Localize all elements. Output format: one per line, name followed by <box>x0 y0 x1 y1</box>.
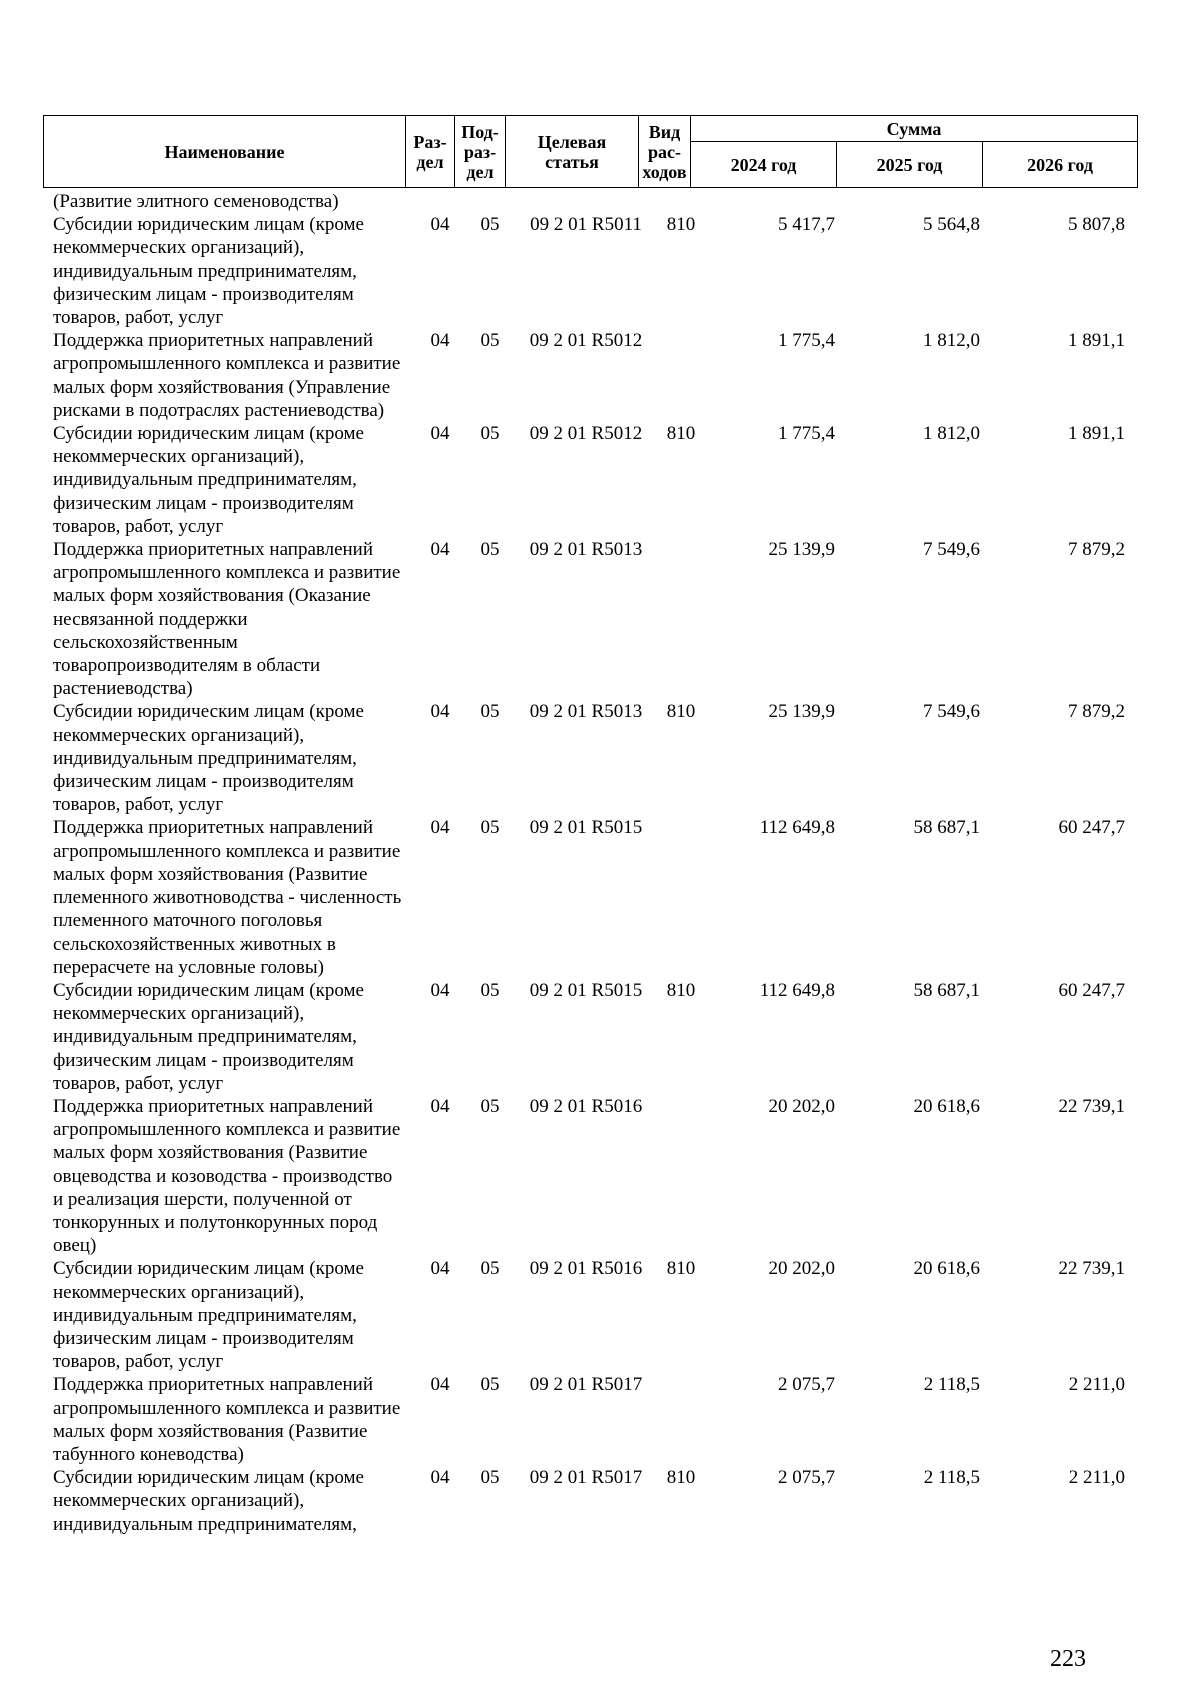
amount-2025-cell: 20 618,6 <box>913 1258 980 1280</box>
header-podrazdel: Под- раз- дел <box>455 116 506 188</box>
razdel-cell: 04 <box>430 330 450 352</box>
podrazdel-cell: 05 <box>480 214 500 236</box>
header-vid: Вид рас- ходов <box>639 116 691 188</box>
expense-type-cell: 810 <box>666 701 696 723</box>
razdel-cell: 04 <box>430 1374 450 1396</box>
name-cell: Субсидии юридическим лицам (кроме некоммерческих организаций), индивидуальным предпринимателям, физическим лицам - производителям товаров, работ, услуг <box>53 214 364 329</box>
amount-2024-cell: 1 775,4 <box>778 330 835 352</box>
amount-2025-cell: 7 549,6 <box>923 701 980 723</box>
podrazdel-cell: 05 <box>480 1467 500 1489</box>
amount-2026-cell: 60 247,7 <box>1058 979 1125 1001</box>
razdel-cell: 04 <box>430 817 450 839</box>
name-cell: Поддержка приоритетных направлений агропромышленного комплекса и развитие малых форм хозяйствования (Развитие табунного коневодства) <box>53 1374 401 1465</box>
name-cell: Субсидии юридическим лицам (кроме некоммерческих организаций), индивидуальным предпринимателям, физическим лицам - производителям товаров, работ, услуг <box>53 701 364 816</box>
podrazdel-cell: 05 <box>480 330 500 352</box>
amount-2024-cell: 2 075,7 <box>778 1374 835 1396</box>
amount-2024-cell: 20 202,0 <box>768 1258 835 1280</box>
razdel-cell: 04 <box>430 1095 450 1117</box>
target-article-cell: 09 2 01 R5017 <box>529 1374 643 1396</box>
header-razdel: Раз- дел <box>406 116 455 188</box>
amount-2025-cell: 7 549,6 <box>923 539 980 561</box>
amount-2026-cell: 7 879,2 <box>1068 701 1125 723</box>
razdel-cell: 04 <box>430 539 450 561</box>
amount-2025-cell: 1 812,0 <box>923 423 980 445</box>
amount-2025-cell: 1 812,0 <box>923 330 980 352</box>
table-row <box>43 1257 1137 1373</box>
amount-2025-cell: 5 564,8 <box>923 214 980 236</box>
podrazdel-cell: 05 <box>480 539 500 561</box>
name-cell: Субсидии юридическим лицам (кроме некоммерческих организаций), индивидуальным предпринимателям, <box>53 1467 364 1535</box>
amount-2026-cell: 5 807,8 <box>1068 214 1125 236</box>
amount-2025-cell: 58 687,1 <box>913 979 980 1001</box>
expense-type-cell: 810 <box>666 979 696 1001</box>
table-row <box>43 538 1137 700</box>
table-row <box>43 979 1137 1095</box>
target-article-cell: 09 2 01 R5012 <box>529 330 643 352</box>
razdel-cell: 04 <box>430 214 450 236</box>
amount-2026-cell: 7 879,2 <box>1068 539 1125 561</box>
name-cell: Поддержка приоритетных направлений агропромышленного комплекса и развитие малых форм хозяйствования (Развитие племенного животноводства - численность племенного маточного поголовья сельскохозяйственных животных в перерасчете на условные головы) <box>53 817 402 978</box>
amount-2026-cell: 60 247,7 <box>1058 817 1125 839</box>
amount-2024-cell: 112 649,8 <box>759 817 835 839</box>
header-year-2026: 2026 год <box>983 142 1138 188</box>
table-row <box>43 422 1137 538</box>
razdel-cell: 04 <box>430 1467 450 1489</box>
name-cell: Субсидии юридическим лицам (кроме некоммерческих организаций), индивидуальным предпринимателям, физическим лицам - производителям товаров, работ, услуг <box>53 1258 364 1373</box>
amount-2026-cell: 1 891,1 <box>1068 330 1125 352</box>
page-number: 223 <box>1050 1646 1086 1672</box>
table-row <box>43 213 1137 329</box>
amount-2026-cell: 22 739,1 <box>1058 1258 1125 1280</box>
name-cell: Поддержка приоритетных направлений агропромышленного комплекса и развитие малых форм хозяйствования (Оказание несвязанной поддержки сельскохозяйственным товаропроизводителям в области растениеводства) <box>53 539 401 700</box>
amount-2026-cell: 22 739,1 <box>1058 1095 1125 1117</box>
amount-2024-cell: 25 139,9 <box>768 539 835 561</box>
header-name: Наименование <box>44 116 406 188</box>
header-summa: Сумма <box>691 116 1138 142</box>
amount-2026-cell: 2 211,0 <box>1068 1467 1125 1489</box>
amount-2025-cell: 2 118,5 <box>923 1374 980 1396</box>
expense-type-cell: 810 <box>666 423 696 445</box>
header-year-2024: 2024 год <box>691 142 837 188</box>
razdel-cell: 04 <box>430 1258 450 1280</box>
target-article-cell: 09 2 01 R5012 <box>529 423 643 445</box>
target-article-cell: 09 2 01 R5017 <box>529 1467 643 1489</box>
podrazdel-cell: 05 <box>480 701 500 723</box>
table-row <box>43 329 1137 422</box>
table-row <box>43 190 1137 213</box>
table-row <box>43 1466 1137 1536</box>
name-cell: Поддержка приоритетных направлений агропромышленного комплекса и развитие малых форм хозяйствования (Развитие овцеводства и козоводства - производство и реализация шерсти, полученной от тонкорунных и полутонкорунных пород овец) <box>53 1095 401 1257</box>
podrazdel-cell: 05 <box>480 423 500 445</box>
amount-2024-cell: 112 649,8 <box>759 979 835 1001</box>
amount-2024-cell: 5 417,7 <box>778 214 835 236</box>
razdel-cell: 04 <box>430 979 450 1001</box>
amount-2025-cell: 58 687,1 <box>913 817 980 839</box>
name-cell: Субсидии юридическим лицам (кроме некоммерческих организаций), индивидуальным предпринимателям, физическим лицам - производителям товаров, работ, услуг <box>53 979 364 1094</box>
table-row <box>43 1095 1137 1257</box>
name-cell: (Развитие элитного семеноводства) <box>53 191 339 212</box>
target-article-cell: 09 2 01 R5013 <box>529 539 643 561</box>
name-cell: Поддержка приоритетных направлений агропромышленного комплекса и развитие малых форм хозяйствования (Управление рисками в подотраслях растениеводства) <box>53 330 401 421</box>
table-body <box>43 190 1137 1536</box>
razdel-cell: 04 <box>430 423 450 445</box>
table-row <box>43 700 1137 816</box>
razdel-cell: 04 <box>430 701 450 723</box>
table-header <box>43 115 1138 188</box>
target-article-cell: 09 2 01 R5015 <box>529 979 643 1001</box>
amount-2025-cell: 20 618,6 <box>913 1095 980 1117</box>
podrazdel-cell: 05 <box>480 1374 500 1396</box>
amount-2024-cell: 25 139,9 <box>768 701 835 723</box>
expense-type-cell: 810 <box>666 214 696 236</box>
header-statya: Целевая статья <box>506 116 639 188</box>
name-cell: Субсидии юридическим лицам (кроме некоммерческих организаций), индивидуальным предпринимателям, физическим лицам - производителям товаров, работ, услуг <box>53 423 364 537</box>
table-row <box>43 1373 1137 1466</box>
target-article-cell: 09 2 01 R5016 <box>529 1258 643 1280</box>
target-article-cell: 09 2 01 R5015 <box>529 817 643 839</box>
podrazdel-cell: 05 <box>480 1258 500 1280</box>
target-article-cell: 09 2 01 R5013 <box>529 701 643 723</box>
expense-type-cell: 810 <box>666 1258 696 1280</box>
target-article-cell: 09 2 01 R5016 <box>529 1095 643 1117</box>
amount-2024-cell: 1 775,4 <box>778 423 835 445</box>
header-year-2025: 2025 год <box>837 142 983 188</box>
amount-2024-cell: 20 202,0 <box>768 1095 835 1117</box>
table-row <box>43 816 1137 978</box>
expense-type-cell: 810 <box>666 1467 696 1489</box>
amount-2026-cell: 2 211,0 <box>1068 1374 1125 1396</box>
amount-2026-cell: 1 891,1 <box>1068 423 1125 445</box>
amount-2024-cell: 2 075,7 <box>778 1467 835 1489</box>
podrazdel-cell: 05 <box>480 817 500 839</box>
amount-2025-cell: 2 118,5 <box>923 1467 980 1489</box>
target-article-cell: 09 2 01 R5011 <box>530 214 642 236</box>
podrazdel-cell: 05 <box>480 1095 500 1117</box>
podrazdel-cell: 05 <box>480 979 500 1001</box>
